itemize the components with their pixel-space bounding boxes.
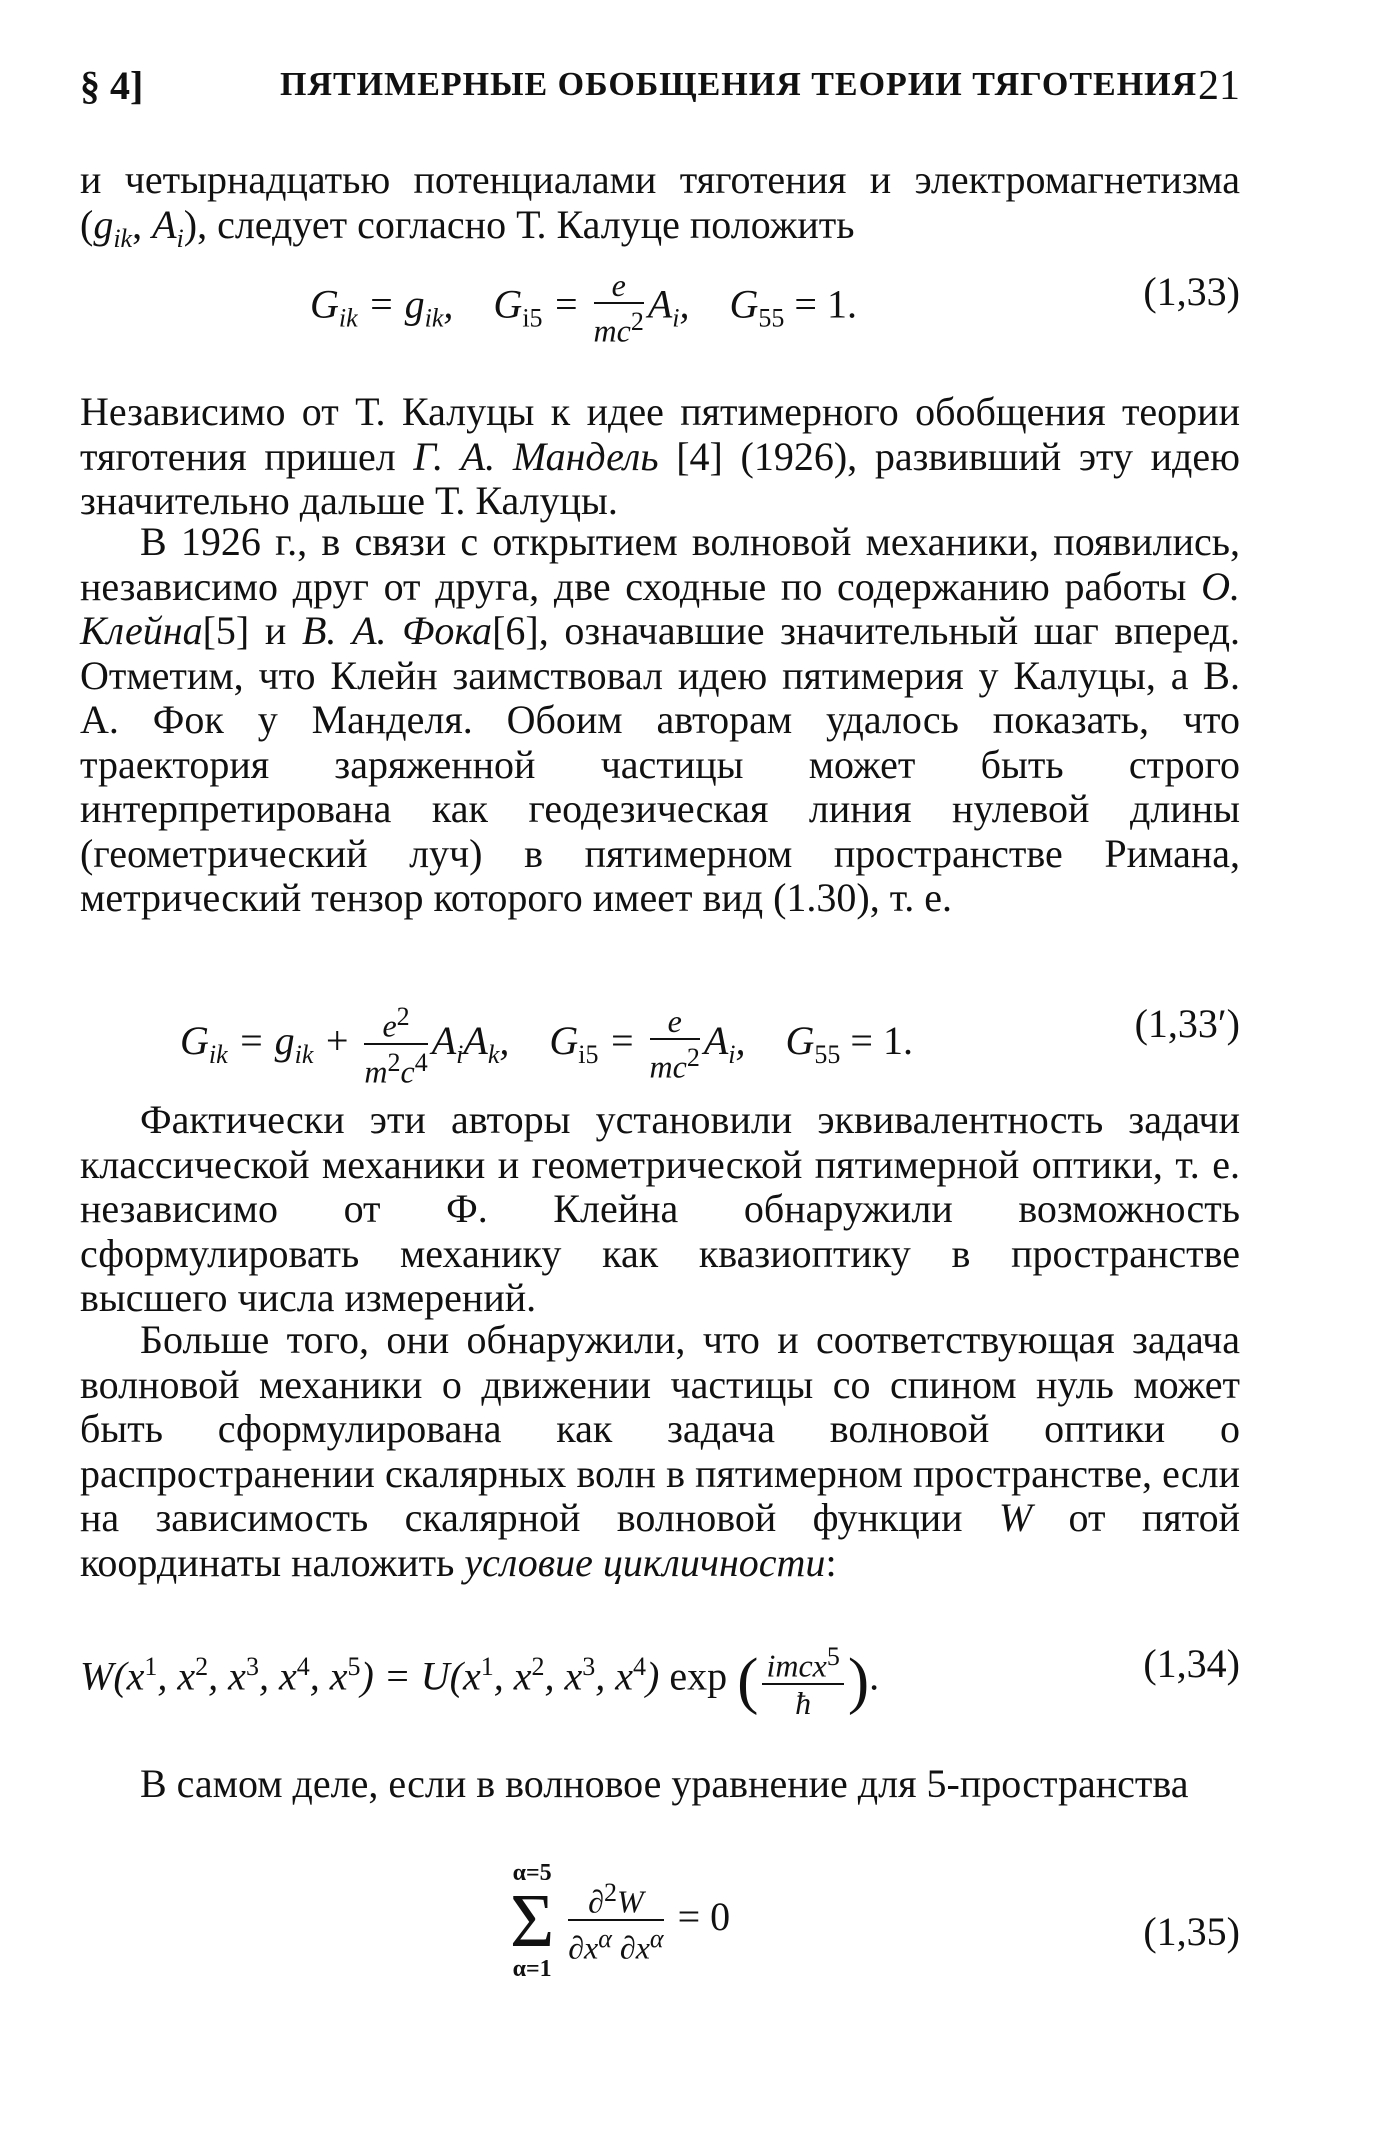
reference: [6] [492,608,539,653]
sum-lower-limit: α=1 [512,1956,552,1982]
running-title: ПЯТИМЕРНЫЕ ОБОБЩЕНИЯ ТЕОРИИ ТЯГОТЕНИЯ [280,66,1198,103]
reference: [5] [202,608,250,653]
equation-1-35 [80,1860,1240,2000]
page-header [80,62,1240,122]
equation-number: (1,33′) [1134,1001,1240,1046]
section-marker: § 4] [80,63,144,108]
equation-1-34 [80,1640,1240,1721]
paragraph-2: Независимо от Т. Калуцы к идее пятимерного обобщения теории тяготения пришел Г. А. Мандель [4] (1926), развивший эту идею значительно дальше Т. Калуцы. [80,389,1240,523]
equation-number: (1,35) [1143,1909,1240,1954]
paragraph-3: В 1926 г., в связи с открытием волновой механики, появились, независимо друг от друга, две сходные по содержанию работы О. Клейна[5] и В. А. Фока[6], означавшие значительный шаг вперед. Отметим, что Клейн заимствовал идею пятимерия у Калуцы, а В. А. Фок у Манделя. Обоим авторам удалось показать, что траектория заряженной частицы может быть строго интерпретирована как геодезическая линия нулевой длины (геометрический луч) в пятимерном пространстве Римана, метрический тензор которого имеет вид (1.30), т. е. [80,519,1241,920]
paragraph-6: В самом деле, если в волновое уравнение для 5-пространства [140,1761,1189,1806]
sum-upper-limit: α=5 [512,1860,552,1886]
summation: α=5 Σ α=1 [510,1860,555,1982]
equation-number: (1,33) [1143,269,1240,314]
paragraph-5: Больше того, они обнаружили, что и соответствующая задача волновой механики о движении частицы со спином нуль может быть сформулирована как задача волновой оптики о распространении скалярных волн в пятимерном пространстве, если на зависимость скалярной волновой функции W от пятой координаты наложить условие цикличности: [80,1317,1241,1585]
paragraph-1: и четырнадцатью потенциалами тяготения и электромагнетизма ($g_{ik}$, $A_i$), следует согласно Т. Калуце положить [80,157,1240,253]
equation-body: $W(x^1$, $x^2$, $x^3$, $x^4$, $x^5) = U(x^1$, $x^2$, $x^3$, $x^4$) exp ( $\frac{imcx^5}{ħ}$ ). [80,1642,880,1721]
page-number: 21 [1198,63,1240,109]
emphasis: условие цикличности [464,1539,826,1585]
reference: [4] [676,433,723,479]
author-name: В. А. Фока [301,608,493,653]
equation-number: (1,34) [1143,1641,1240,1686]
equation-1-33 [80,267,1240,349]
equation-body: α=5 Σ α=1 $\frac{\partial^2W}{\partial x^\alpha \partial x^\alpha}$ = 0 [510,1860,731,1982]
equation-body: $G_{ik} = g_{ik}$, $G_{i5}$ = $\frac{e}{mc^2}$ $A_i$, $G_{55} = 1$. [310,267,857,349]
equation-body: $G_{ik} = g_{ik}$ + $\frac{e^2}{m^2c^4}$ $A_iA_k$, $G_{i5}$ = $\frac{e}{mc^2}$ $A_i$, $G_{55} = 1$. [180,1002,913,1090]
equation-1-33-prime [80,1000,1240,1090]
paragraph-4: Фактически эти авторы установили эквивалентность задачи классической механики и геометрической пятимерной оптики, т. е. независимо от Ф. Клейна обнаружили возможность сформулировать механику как квазиоптику в пространстве высшего числа измерений. [80,1097,1240,1320]
author-name: О. Клейна [80,563,1240,653]
author-name: Г. А. Мандель [413,433,659,479]
